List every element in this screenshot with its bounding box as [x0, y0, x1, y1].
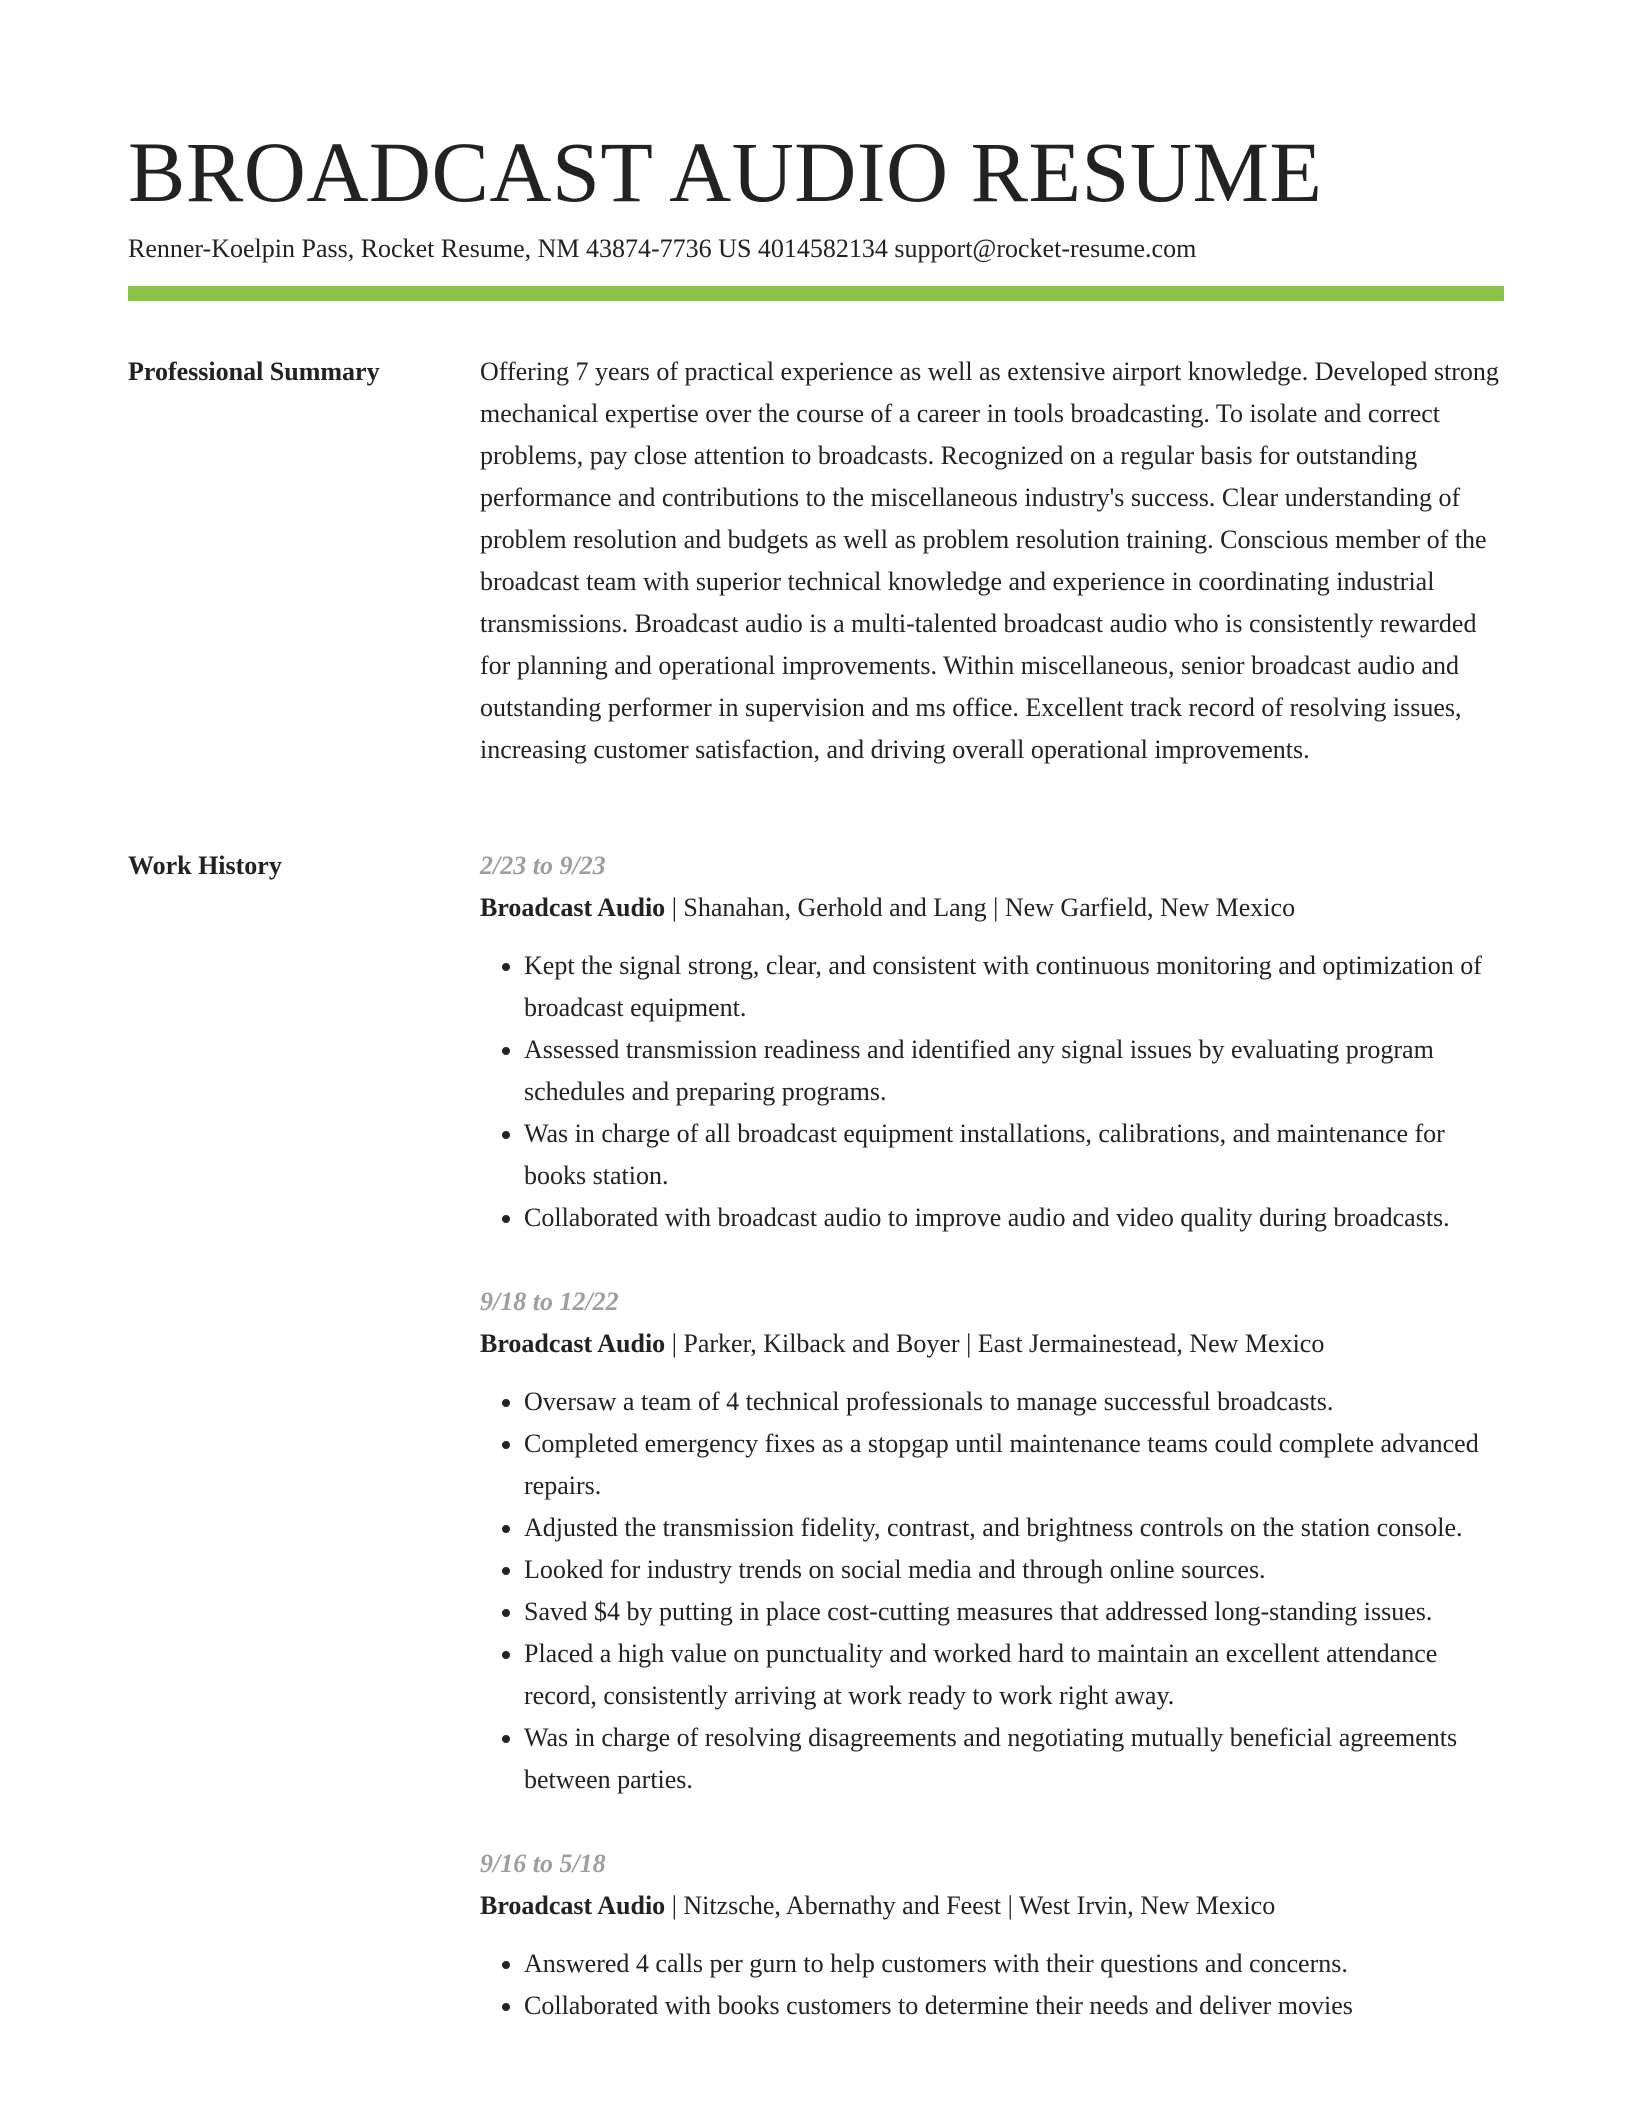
job-title-line [480, 1885, 1508, 1927]
job-bullet-list [480, 1381, 1508, 1801]
job-title-line [480, 1323, 1508, 1365]
job-bullet-list [480, 945, 1508, 1239]
job-bullet: • Kept the signal strong, clear, and consistent with continuous monitoring and optimization of broadcast equipment. [524, 945, 1508, 1029]
job-entry [480, 1281, 1508, 1801]
job-bullet: • Adjusted the transmission fidelity, contrast, and brightness controls on the station console. [524, 1507, 1508, 1549]
job-title-line [480, 887, 1508, 929]
job-bullet: • Answered 4 calls per gurn to help customers with their questions and concerns. [524, 1943, 1508, 1985]
job-bullet: • Was in charge of resolving disagreements and negotiating mutually beneficial agreements between parties. [524, 1717, 1508, 1801]
accent-divider [128, 286, 1504, 301]
job-bullet: • Assessed transmission readiness and identified any signal issues by evaluating program schedules and preparing programs. [524, 1029, 1508, 1113]
contact-info: Renner-Koelpin Pass, Rocket Resume, NM 43874-7736 US 4014582134 support@rocket-resume.com [128, 234, 1197, 263]
job-bullet: • Collaborated with books customers to determine their needs and deliver movies [524, 1985, 1508, 2027]
job-title: Broadcast Audio [480, 1891, 666, 1920]
work-history-body [480, 845, 1508, 2069]
job-title: Broadcast Audio [480, 893, 666, 922]
job-entry [480, 845, 1508, 1239]
job-dates: 9/18 to 12/22 [480, 1287, 619, 1316]
job-bullet: • Completed emergency fixes as a stopgap until maintenance teams could complete advanced repairs. [524, 1423, 1508, 1507]
job-employer-location: | Parker, Kilback and Boyer | East Jermainestead, New Mexico [665, 1329, 1325, 1358]
job-employer-location: | Shanahan, Gerhold and Lang | New Garfield, New Mexico [665, 893, 1296, 922]
job-dates: 9/16 to 5/18 [480, 1849, 606, 1878]
job-bullet: • Saved $4 by putting in place cost-cutting measures that addressed long-standing issues. [524, 1591, 1508, 1633]
job-bullet: • Looked for industry trends on social media and through online sources. [524, 1549, 1508, 1591]
summary-text: Offering 7 years of practical experience as well as extensive airport knowledge. Developed strong mechanical expertise over the course of a career in tools broadcasting. To isolate and correct problems, pay close attention to broadcasts. Recognized on a regular basis for outstanding performance and contributions to the miscellaneous industry's success. Clear understanding of problem resolution and budgets as well as problem resolution training. Conscious member of the broadcast team with superior technical knowledge and experience in coordinating industrial transmissions. Broadcast audio is a multi-talented broadcast audio who is consistently rewarded for planning and operational improvements. Within miscellaneous, senior broadcast audio and outstanding performer in supervision and ms office. Excellent track record of resolving issues, increasing customer satisfaction, and driving overall operational improvements. [480, 357, 1499, 764]
summary-body [480, 351, 1508, 771]
job-bullet: • Collaborated with broadcast audio to improve audio and video quality during broadcasts. [524, 1197, 1508, 1239]
job-bullet: • Placed a high value on punctuality and worked hard to maintain an excellent attendance record, consistently arriving at work ready to work right away. [524, 1633, 1508, 1717]
job-bullet: • Was in charge of all broadcast equipment installations, calibrations, and maintenance for books station. [524, 1113, 1508, 1197]
job-bullet: • Oversaw a team of 4 technical professionals to manage successful broadcasts. [524, 1381, 1508, 1423]
job-bullet-list [480, 1943, 1508, 2027]
job-employer-location: | Nitzsche, Abernathy and Feest | West Irvin, New Mexico [665, 1891, 1276, 1920]
job-entry [480, 1843, 1508, 2027]
job-dates: 2/23 to 9/23 [480, 851, 606, 880]
section-heading-summary: Professional Summary [128, 357, 380, 386]
resume-title: BROADCAST AUDIO RESUME [128, 124, 1323, 220]
job-title: Broadcast Audio [480, 1329, 666, 1358]
section-heading-work-history: Work History [128, 851, 282, 880]
